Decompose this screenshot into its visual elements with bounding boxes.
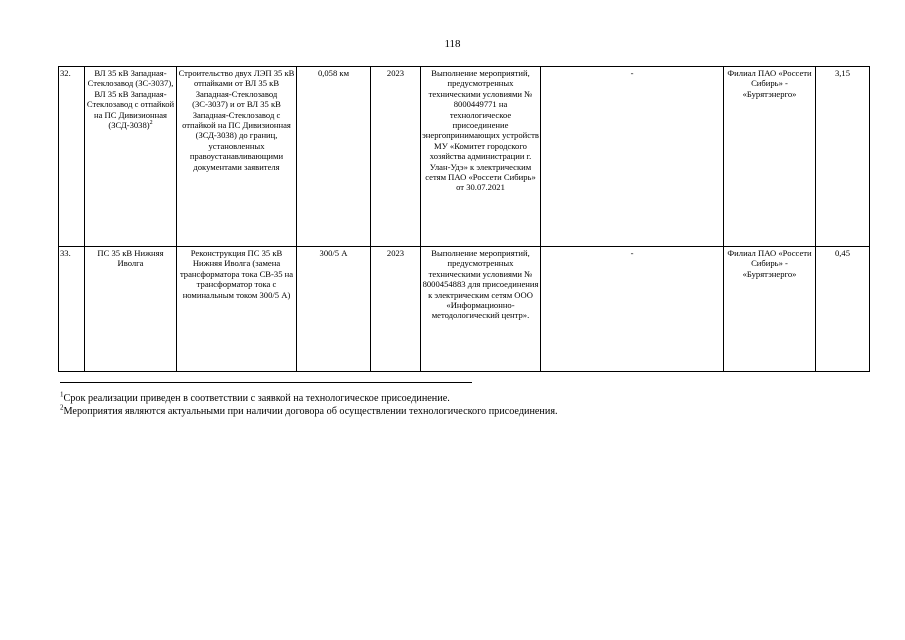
footnote [60, 405, 860, 418]
basis-description: Выполнение мероприятий, предусмотренных техническими условиями № 8000449771 на технологическое присоединение энергопринимающих устройств МУ «Комитет городского хозяйства администрации г. Улан-Удэ» к электрическим сетям ПАО «Россети Сибирь» от 30.07.2021 [421, 67, 541, 247]
year-value: 2023 [371, 247, 421, 372]
note-value: - [541, 67, 724, 247]
footnote-mark: 2 [60, 403, 64, 412]
cost-value: 3,15 [816, 67, 870, 247]
row-number: 32. [59, 67, 85, 247]
capacity-value: 300/5 А [297, 247, 371, 372]
object-name: ВЛ 35 кВ Западная-Стеклозавод (ЗС-3037), ВЛ 35 кВ Западная-Стеклозавод с отпайкой на ПС Дивизионная $(ЗСД-3038)^2$ [85, 67, 177, 247]
organization-name: Филиал ПАО «Россети Сибирь» - «Бурятэнерго» [724, 67, 816, 247]
row-number: 33. [59, 247, 85, 372]
footnote-separator [60, 382, 472, 383]
capacity-value: 0,058 км [297, 67, 371, 247]
footnote-text: Мероприятия являются актуальными при наличии договора об осуществлении технологического присоединения. [63, 406, 558, 417]
year-value: 2023 [371, 67, 421, 247]
basis-description: Выполнение мероприятий, предусмотренных техническими условиями № 8000454883 для присоединения к электрическим сетям ООО «Информационно-методологический центр». [421, 247, 541, 372]
work-description: Реконструкция ПС 35 кВ Нижняя Иволга (замена трансформатора тока СВ-35 на трансформатор тока с номинальным током 300/5 А) [177, 247, 297, 372]
footnote-mark: 1 [60, 390, 64, 399]
note-value: - [541, 247, 724, 372]
measures-table [58, 66, 870, 372]
footnote [60, 392, 860, 405]
page-number: 118 [444, 38, 461, 50]
work-description: Строительство двух ЛЭП 35 кВ отпайками от ВЛ 35 кВ Западная-Стеклозавод (ЗС-3037) и от ВЛ 35 кВ Западная-Стеклозавод с отпайкой на ПС Дивизионная (ЗСД-3038) до границ, установленных правоустанавливающими документами заявителя [177, 67, 297, 247]
table-row [59, 247, 870, 372]
footnotes [60, 392, 860, 418]
table-row [59, 67, 870, 247]
object-name: ПС 35 кВ Нижняя Иволга [85, 247, 177, 372]
footnote-text: Срок реализации приведен в соответствии с заявкой на технологическое присоединение. [63, 393, 450, 404]
organization-name: Филиал ПАО «Россети Сибирь» - «Бурятэнерго» [724, 247, 816, 372]
footnote-mark: 2 [149, 120, 153, 127]
cost-value: 0,45 [816, 247, 870, 372]
